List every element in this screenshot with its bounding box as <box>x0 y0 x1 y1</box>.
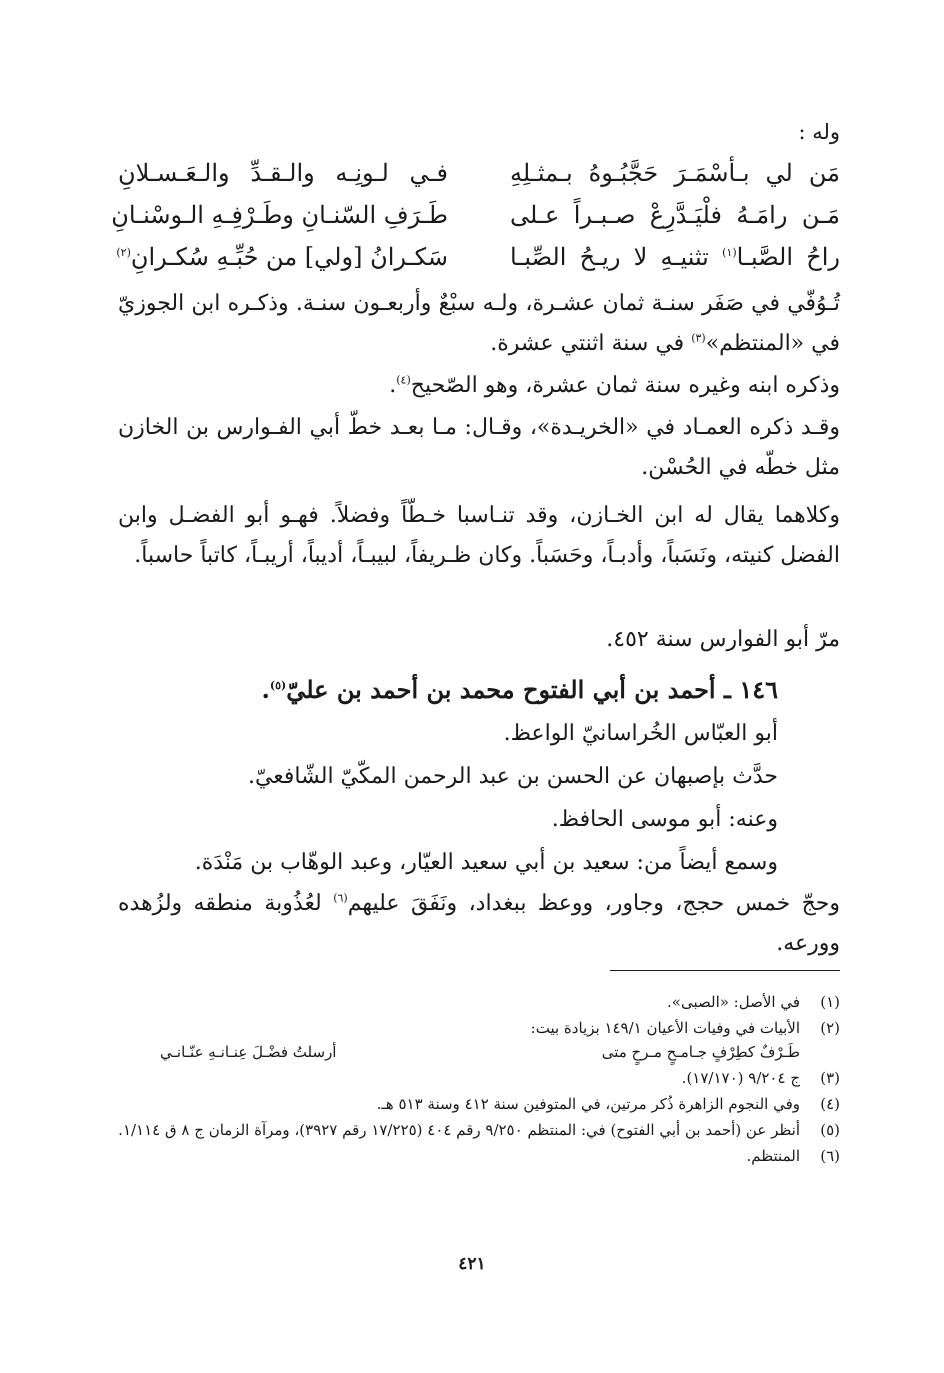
footnote-text: المنتظم. <box>746 1147 800 1165</box>
paragraph-death-date: تُـوُفّي في صَفَر سنـة ثمان عشـرة، ولـه سبْعٌ وأربعـون سنـة. وذكـره ابن الجوزيّ في «المنتظم»$^{(٣)}$ في سنة اثنتي عشرة. <box>118 291 840 356</box>
footnote-marker: (٦) <box>333 891 348 905</box>
footnote-verse <box>160 1040 800 1064</box>
paragraph-kharida: وقـد ذكره العمـاد في «الخريـدة»، وقـال: مـا بعـد خطّ أبي الفـوارس بن الخازن مثل خطّه في الحُسْن. <box>118 415 840 480</box>
footnote-marker: (٤) <box>396 373 411 387</box>
paragraph-correction: وذكره ابنه وغيره سنة ثمان عشرة، وهو الصّحيح$^{(٤)}$. <box>389 373 840 398</box>
footnote-text: الأبيات في وفيات الأعيان ١٤٩/١ بزيادة بيت: طَـرْفٌ كطِرْفٍ جـامـحٍ مـرحٍ متى أرسلتُ فضْـلَ عِنـانـهِ عنّـانـي <box>118 1016 800 1064</box>
footnote-number: (٥) <box>820 1121 840 1139</box>
entry-line: وعنه: أبو موسى الحافظ. <box>551 807 778 832</box>
footnote <box>118 1144 840 1168</box>
footnote <box>118 1118 840 1142</box>
footnote-text: ج ٩/٢٠٤ (١٧/١٧٠). <box>681 1069 800 1087</box>
verse-line <box>118 152 840 194</box>
verse-intro: وله : <box>798 120 840 144</box>
footnote-number: (٦) <box>820 1147 840 1165</box>
footnote-marker: (٥) <box>269 679 287 692</box>
verse-second-hemistich: سَكـرانُ [ولي] من حُبِّـهِ سُكـرانِ$^{(٢)}$ <box>116 243 448 271</box>
footnote-number: (١) <box>820 993 840 1011</box>
footnote-text: أنظر عن (أحمد بن أبي الفتوح) في: المنتظم ٩/٢٥٠ رقم ٤٠٤ (١٧/٢٢٥ رقم ٣٩٢٧)، ومرآة الزمان ج ٨ ق ١/١١٤. <box>118 1121 800 1139</box>
verse-first-hemistich: مَـن رامَـهُ فلْيَـدَّرِعْ صـبـراً عـلى <box>510 201 840 229</box>
footnote-number: (٣) <box>820 1069 840 1087</box>
page-number: ٤٢١ <box>458 1254 486 1274</box>
footnote-divider <box>610 970 840 971</box>
entry-line: وسمع أيضاً من: سعيد بن أبي سعيد العيّار، وعبد الوهّاب بن مَنْدَة. <box>194 850 778 875</box>
verse-line <box>118 236 840 278</box>
entry-lines <box>118 712 840 884</box>
footnote-marker: (٢) <box>116 246 131 259</box>
entry-line: حدَّث بإصبهان عن الحسن بن عبد الرحمن المكّيّ الشّافعيّ. <box>247 764 778 789</box>
entry-line: أبو العبّاس الخُراسانيّ الواعظ. <box>503 721 778 746</box>
entry-heading: ١٤٦ ـ أحمد بن أبي الفتوح محمد بن أحمد بن عليّ$^{(٥)}$. <box>261 675 778 704</box>
footnote <box>118 1016 840 1064</box>
verse-first-hemistich: مَن لي بـأسْمَـرَ حَجَّبُـوهُ بـمثـلِهِ <box>510 159 840 187</box>
footnote-marker: (١) <box>722 246 737 259</box>
verse-line <box>111 194 840 236</box>
footnote-marker: (٣) <box>691 331 706 345</box>
footnote-number: (٢) <box>820 1019 840 1037</box>
poem <box>111 152 840 278</box>
footnote <box>118 1092 840 1116</box>
verse-first-hemistich: راحُ الصَّبـا$^{(١)}$ تثنيـهِ لا ريـحُ الصِّبـا <box>510 243 840 271</box>
paragraph-cross-reference: مرّ أبو الفوارس سنة ٤٥٢. <box>606 627 840 652</box>
paragraph-pilgrimage: وحجّ خمس حجج، وجاور، ووعظ ببغداد، ونَفَقَ عليهم$^{(٦)}$ لعُذُوبة منطقه ولزُهده وورعه. <box>118 891 841 956</box>
footnote-verse-hemistich: أرسلتُ فضْـلَ عِنـانـهِ عنّـانـي <box>160 1043 337 1061</box>
footnote-text: في الأصل: «الصبى». <box>667 993 800 1011</box>
footnote-verse-hemistich: طَـرْفٌ كطِرْفٍ جـامـحٍ مـرحٍ متى <box>601 1043 800 1061</box>
footnote <box>118 1066 840 1090</box>
footnotes <box>118 990 840 1170</box>
footnote-number: (٤) <box>820 1095 840 1113</box>
footnote-text: وفي النجوم الزاهرة ذُكر مرتين، في المتوفين سنة ٤١٢ وسنة ٥١٣ هـ. <box>376 1095 800 1113</box>
footnote <box>118 990 840 1014</box>
verse-second-hemistich: طَـرَفِ السّنـانِ وطَـرْفِـهِ الـوسْنـانِ <box>111 201 448 229</box>
verse-second-hemistich: فـي لـونِـه والـقـدِّ والـعَـسـلانِ <box>118 159 448 187</box>
paragraph-description: وكلاهما يقال له ابن الخـازن، وقد تنـاسبا خـطّاً وفضلاً. فهـو أبو الفضـل وابن الفضل كنيته، ونَسَباً، وأدبـاً، وحَسَباً. وكان ظـريفاً، لبيبـاً، أديباً، أريبـاً، كاتباً حاسباً. <box>118 503 840 568</box>
